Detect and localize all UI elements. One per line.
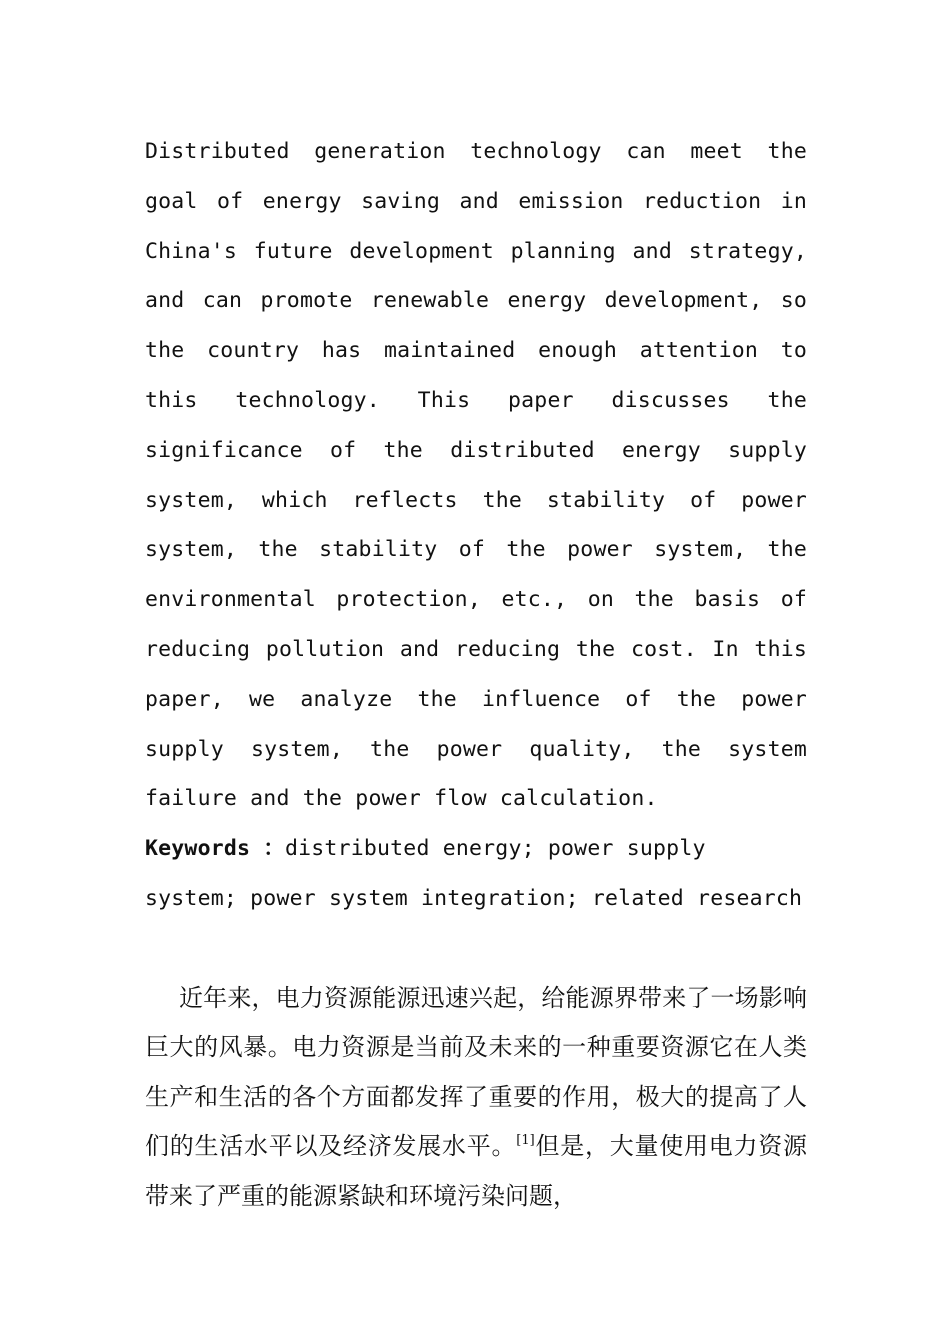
keywords-label: Keywords ： [145,836,285,862]
document-page [145,127,807,1221]
abstract-paragraph: Distributed generation technology can meet the goal of energy saving and emission reduction in China's future development planning and strategy, and can promote renewable energy development, so the country has maintained enough attention to this technology. This paper discusses the significance of the distributed energy supply system, which reflects the stability of power system, the stability of the power system, the environmental protection, etc., on the basis of reducing pollution and reducing the cost. In this paper, we analyze the influence of the power supply system, the power quality, the system failure and the power flow calculation. [145,139,807,812]
body-text-part2: 但是，大量使用电力资源带来了严重的能源紧缺和环境污染问题， [145,1132,808,1210]
body-text-part1: 近年来，电力资源能源迅速兴起，给能源界带来了一场影响巨大的风暴。电力资源是当前及未来的一种重要资源它在人类生产和生活的各个方面都发挥了重要的作用，极大的提高了人们的生活水平以及经济发展水平。 [145,983,807,1161]
keywords-text: distributed energy; power supply system; power system integration; related research [145,836,803,911]
keywords-line [145,824,807,924]
body-paragraph [145,974,807,1222]
citation-marker: [1] [516,1133,535,1149]
